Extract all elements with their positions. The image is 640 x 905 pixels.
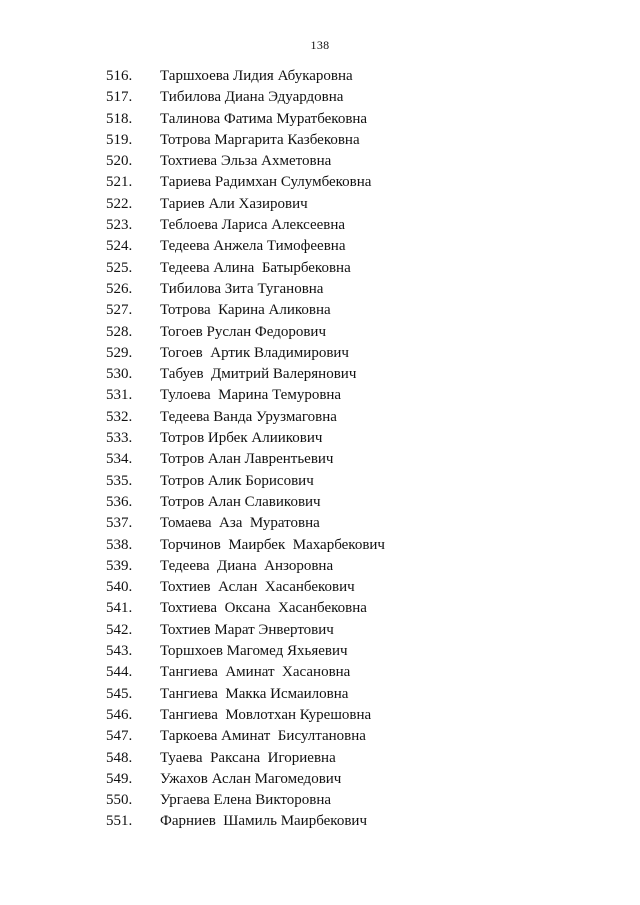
list-item: [0, 215, 640, 236]
person-name: Тотрова Маргарита Казбековна: [160, 131, 360, 148]
list-item: [0, 151, 640, 172]
entry-number: 551.: [106, 813, 133, 830]
list-item: [0, 322, 640, 343]
list-item: [0, 236, 640, 257]
list-item: [0, 343, 640, 364]
list-item: [0, 513, 640, 534]
person-name: Табуев Дмитрий Валерянович: [160, 366, 357, 383]
person-name: Тедеева Алина Батырбековна: [160, 259, 351, 276]
entry-number: 533.: [106, 430, 133, 447]
person-name: Тотров Алан Лаврентьевич: [160, 451, 334, 468]
entry-number: 516.: [106, 68, 133, 84]
entry-number: 519.: [106, 131, 133, 148]
entry-number: 531.: [106, 387, 133, 404]
person-name: Томаева Аза Муратовна: [160, 515, 320, 532]
person-name: Тогоев Руслан Федорович: [160, 323, 327, 340]
person-name: Тохтиев Марат Энвертович: [160, 621, 334, 638]
list-item: [0, 87, 640, 108]
list-item: [0, 556, 640, 577]
person-name: Тедеева Анжела Тимофеевна: [160, 238, 346, 255]
list-item: [0, 130, 640, 151]
person-name: Тогоев Артик Владимирович: [160, 344, 349, 361]
entry-number: 528.: [106, 323, 133, 340]
list-item: [0, 811, 640, 832]
person-name: Таршхоева Лидия Абукаровна: [160, 68, 353, 84]
person-name: Тедеева Ванда Урузмаговна: [160, 408, 337, 425]
list-item: [0, 641, 640, 662]
entry-number: 532.: [106, 408, 133, 425]
list-item: [0, 109, 640, 130]
list-item: [0, 620, 640, 641]
person-name: Ургаева Елена Викторовна: [160, 792, 332, 809]
entry-number: 543.: [106, 643, 133, 660]
entry-number: 518.: [106, 110, 133, 127]
person-name: Тариева Радимхан Сулумбековна: [160, 174, 372, 191]
list-item: [0, 577, 640, 598]
entry-number: 547.: [106, 728, 133, 745]
name-list: [0, 66, 640, 833]
list-item: [0, 300, 640, 321]
list-item: [0, 449, 640, 470]
entry-number: 537.: [106, 515, 133, 532]
list-item: [0, 258, 640, 279]
entry-number: 517.: [106, 89, 133, 106]
entry-number: 536.: [106, 493, 133, 510]
list-item: [0, 407, 640, 428]
entry-number: 545.: [106, 685, 133, 702]
person-name: Теблоева Лариса Алексеевна: [160, 217, 346, 234]
person-name: Тотров Ирбек Алиикович: [160, 430, 323, 447]
entry-number: 546.: [106, 706, 133, 723]
person-name: Тангиева Аминат Хасановна: [160, 664, 351, 681]
list-item: [0, 662, 640, 683]
list-item: [0, 172, 640, 193]
entry-number: 527.: [106, 302, 133, 319]
entry-number: 520.: [106, 153, 133, 170]
person-name: Тотров Алик Борисович: [160, 472, 314, 489]
person-name: Тангиева Макка Исмаиловна: [160, 685, 349, 702]
entry-number: 549.: [106, 770, 133, 787]
entry-number: 524.: [106, 238, 133, 255]
list-item: [0, 748, 640, 769]
entry-number: 538.: [106, 536, 133, 553]
list-item: [0, 194, 640, 215]
entry-number: 521.: [106, 174, 133, 191]
person-name: Торшхоев Магомед Яхьяевич: [160, 643, 348, 660]
person-name: Тулоева Марина Темуровна: [160, 387, 342, 404]
list-item: [0, 769, 640, 790]
list-item: [0, 705, 640, 726]
person-name: Ужахов Аслан Магомедович: [160, 770, 342, 787]
person-name: Фарниев Шамиль Маирбекович: [160, 813, 367, 830]
entry-number: 530.: [106, 366, 133, 383]
list-item: [0, 471, 640, 492]
list-item: [0, 726, 640, 747]
list-item: [0, 66, 640, 87]
list-item: [0, 385, 640, 406]
entry-number: 522.: [106, 195, 133, 212]
entry-number: 540.: [106, 579, 133, 596]
person-name: Тариев Али Хазирович: [160, 195, 308, 212]
list-item: [0, 428, 640, 449]
entry-number: 534.: [106, 451, 133, 468]
list-item: [0, 364, 640, 385]
person-name: Тедеева Диана Анзоровна: [160, 557, 334, 574]
person-name: Тохтиева Оксана Хасанбековна: [160, 600, 367, 617]
list-item: [0, 535, 640, 556]
entry-number: 539.: [106, 557, 133, 574]
entry-number: 550.: [106, 792, 133, 809]
person-name: Тохтиева Эльза Ахметовна: [160, 153, 332, 170]
list-item: [0, 684, 640, 705]
entry-number: 542.: [106, 621, 133, 638]
person-name: Тотров Алан Славикович: [160, 493, 321, 510]
entry-number: 535.: [106, 472, 133, 489]
entry-number: 544.: [106, 664, 133, 681]
person-name: Туаева Раксана Игориевна: [160, 749, 336, 766]
person-name: Тангиева Мовлотхан Курешовна: [160, 706, 372, 723]
list-item: [0, 790, 640, 811]
person-name: Торчинов Маирбек Махарбекович: [160, 536, 385, 553]
list-item: [0, 279, 640, 300]
entry-number: 529.: [106, 344, 133, 361]
person-name: Тибилова Зита Тугановна: [160, 280, 324, 297]
page-number: 138: [310, 38, 330, 52]
person-name: Тотрова Карина Аликовна: [160, 302, 331, 319]
person-name: Таркоева Аминат Бисултановна: [160, 728, 366, 745]
entry-number: 523.: [106, 217, 133, 234]
entry-number: 541.: [106, 600, 133, 617]
person-name: Тибилова Диана Эдуардовна: [160, 89, 344, 106]
entry-number: 548.: [106, 749, 133, 766]
entry-number: 526.: [106, 280, 133, 297]
list-item: [0, 492, 640, 513]
person-name: Талинова Фатима Муратбековна: [160, 110, 368, 127]
person-name: Тохтиев Аслан Хасанбекович: [160, 579, 355, 596]
entry-number: 525.: [106, 259, 133, 276]
list-item: [0, 598, 640, 619]
